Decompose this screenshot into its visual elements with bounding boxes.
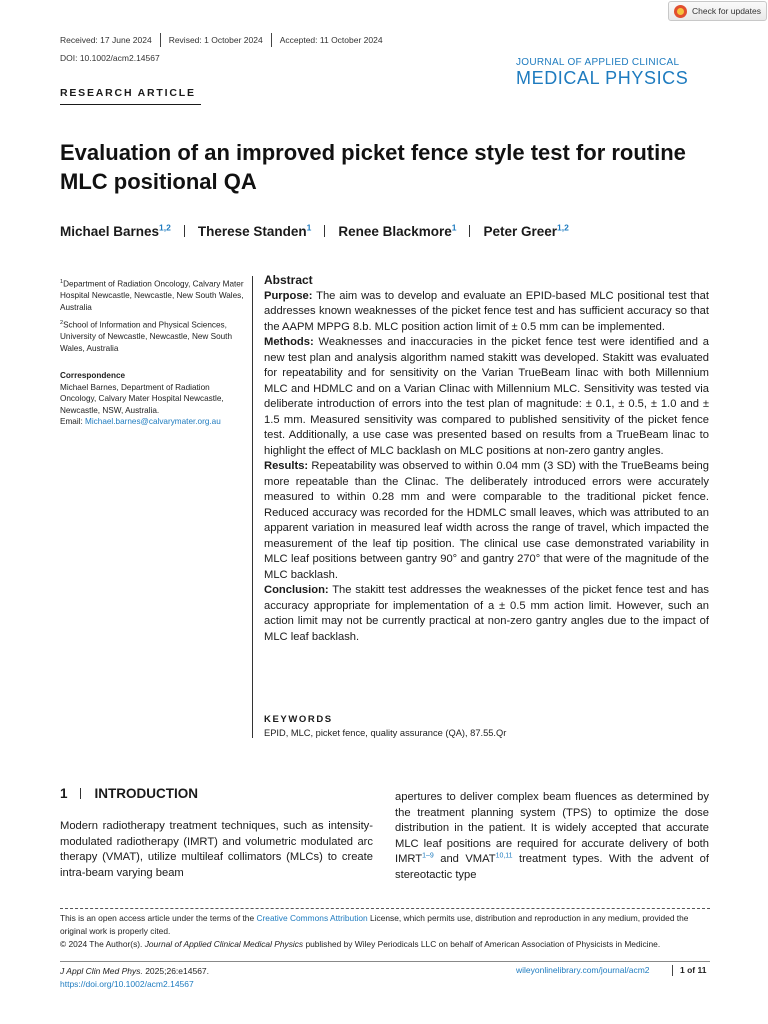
divider bbox=[271, 33, 272, 47]
section-title: INTRODUCTION bbox=[94, 786, 199, 801]
author-name[interactable]: Therese Standen$^1$ bbox=[197, 222, 312, 239]
abstract-purpose: Purpose: The aim was to develop and evaluate an EPID-based MLC positional test that addresses known weaknesses of the picket fence test and has sufficient accuracy so that the AAPM MPPG 8.b. MLC position action limit of ± 0.5 mm can be implemented. bbox=[264, 289, 709, 333]
received-date: Received: 17 June 2024 bbox=[60, 35, 152, 45]
journal-logo-line1: JOURNAL OF APPLIED CLINICAL bbox=[516, 57, 680, 68]
article-type: RESEARCH ARTICLE bbox=[60, 87, 196, 99]
copyright-text: © 2024 The Author(s). Journal of Applied Clinical Medical Physics published by Wiley Periodicals LLC on behalf of American Association of Physicists in Medicine. bbox=[60, 939, 661, 949]
citation: J Appl Clin Med Phys. 2025;26:e14567. https://doi.org/10.1002/acm2.14567 bbox=[60, 966, 210, 989]
divider bbox=[184, 225, 185, 237]
abstract-heading: Abstract bbox=[264, 273, 313, 287]
correspondence-email: Email: Michael.barnes@calvarymater.org.au bbox=[60, 417, 221, 427]
author-name[interactable]: Renee Blackmore$^1$ bbox=[338, 222, 457, 239]
footnote-rule bbox=[60, 908, 710, 909]
author-name[interactable]: Peter Greer$^{1,2}$ bbox=[483, 222, 569, 239]
divider bbox=[160, 33, 161, 47]
affiliation-2: $^2$School of Information and Physical Sciences, University of Newcastle, Newcastle, New South Wales, Australia bbox=[60, 320, 233, 353]
check-for-updates-button[interactable] bbox=[668, 1, 767, 21]
abstract-methods: Methods: Weaknesses and inaccuracies in the picket fence test were identified and a new test plan and analysis algorithm named stakitt was developed. Stakitt was evaluated for repeatability and for sensitivity on the Varian TrueBeam linac with both Millennium MLC and HDMLC and on a Varian Clinac with Millennium MLC. Sensitivity was tested via deliberate introduction of errors into the test plan of magnitude: ± 0.1, ± 0.5, ± 1.0 and ± 1.5 mm. Measured sensitivity was compared to published sensitivity of the picket fence test. Additionally, a use case was presented based on results from a TrueBeam linac to highlight the effect of MLC backlash on MLC positions at non-zero gantry angles. bbox=[264, 336, 709, 457]
keywords-heading: KEYWORDS bbox=[264, 714, 333, 725]
accepted-date: Accepted: 11 October 2024 bbox=[279, 35, 383, 45]
keywords-list: EPID, MLC, picket fence, quality assurance (QA), 87.55.Qr bbox=[264, 728, 507, 738]
intro-paragraph-left: Modern radiotherapy treatment techniques, such as intensity-modulated radiotherapy (IMRT) and volumetric modulated arc therapy (VMAT), utilize multileaf collimators (MLCs) to create intra-beam varying beam bbox=[60, 820, 373, 879]
check-for-updates-label: Check for updates bbox=[692, 6, 761, 16]
author-list bbox=[60, 224, 569, 239]
abstract-rule bbox=[252, 276, 253, 738]
divider bbox=[672, 965, 673, 976]
section-number: 1 bbox=[60, 786, 68, 801]
abstract bbox=[264, 273, 709, 645]
journal-logo-line2: MEDICAL PHYSICS bbox=[516, 68, 689, 88]
affiliation-1: $^1$Department of Radiation Oncology, Calvary Mater Hospital Newcastle, Newcastle, New South Wales, Australia bbox=[60, 279, 244, 312]
article-type-underline bbox=[60, 104, 201, 105]
footer-rule bbox=[60, 961, 710, 962]
abstract-conclusion: Conclusion: The stakitt test addresses the weaknesses of the picket fence test and has accuracy appropriate for implementation of a ± 0.5 mm action limit. However, such an action limit may not be currently practical at non-zero gantry angles due to the impact of MLC leaf backlash. bbox=[264, 584, 709, 643]
correspondence-heading: Correspondence bbox=[60, 371, 126, 380]
email-link[interactable]: Michael.barnes@calvarymater.org.au bbox=[85, 417, 221, 427]
journal-logo bbox=[516, 57, 688, 88]
abstract-results: Results: Repeatability was observed to within 0.04 mm (3 SD) with the TrueBeams being more repeatable than the Clinac. The deliberately introduced errors were accurately measured to within 0.28 mm and were comparable to the traditional picket fence. Reduced accuracy was recorded for the HDMLC small leaves, which was attributed to an apparent variation in measured leaf width across the range of travel, which impacted the measurement of the leaf tip position. The clinical use case demonstrated variability in MLC leaf positions between gantry 90° and gantry 270° that were of the magnitude of the MLC backlash. bbox=[264, 460, 709, 581]
intro-paragraph-right: apertures to deliver complex beam fluences as determined by the treatment planning system (TPS) to optimize the dose distribution in the patient. It is widely accepted that accurate MLC leaf positions are required for accurate delivery of both IMRT$^{1-9}$ and VMAT$^{10,11}$ treatment types. With the advent of stereotactic type bbox=[395, 791, 709, 881]
revised-date: Revised: 1 October 2024 bbox=[168, 35, 263, 45]
page-number: 1 of 11 bbox=[680, 965, 707, 975]
correspondence-text: Michael Barnes, Department of Radiation Oncology, Calvary Mater Hospital Newcastle, Newcastle, NSW, Australia. bbox=[60, 382, 224, 415]
crossmark-icon bbox=[674, 5, 687, 18]
author-name[interactable]: Michael Barnes$^{1,2}$ bbox=[60, 222, 171, 239]
divider bbox=[324, 225, 325, 237]
journal-url-link[interactable]: wileyonlinelibrary.com/journal/acm2 bbox=[516, 965, 650, 975]
article-title: Evaluation of an improved picket fence style test for routine MLC positional QA bbox=[60, 140, 686, 194]
reference-link[interactable]: 1–9 bbox=[422, 852, 434, 860]
license-text: This is an open access article under the terms of the Creative Commons Attribution License, which permits use, distribution and reproduction in any medium, provided the original work is properly cited. bbox=[60, 913, 689, 936]
license-footnote bbox=[60, 912, 710, 951]
article-dates bbox=[60, 33, 383, 47]
section-heading bbox=[60, 786, 198, 801]
reference-link[interactable]: 10,11 bbox=[495, 852, 513, 860]
correspondence bbox=[60, 370, 245, 428]
doi: DOI: 10.1002/acm2.14567 bbox=[60, 53, 160, 63]
doi-link[interactable]: https://doi.org/10.1002/acm2.14567 bbox=[60, 979, 194, 989]
divider bbox=[80, 788, 81, 799]
license-link[interactable]: Creative Commons Attribution bbox=[256, 913, 368, 923]
divider bbox=[469, 225, 470, 237]
